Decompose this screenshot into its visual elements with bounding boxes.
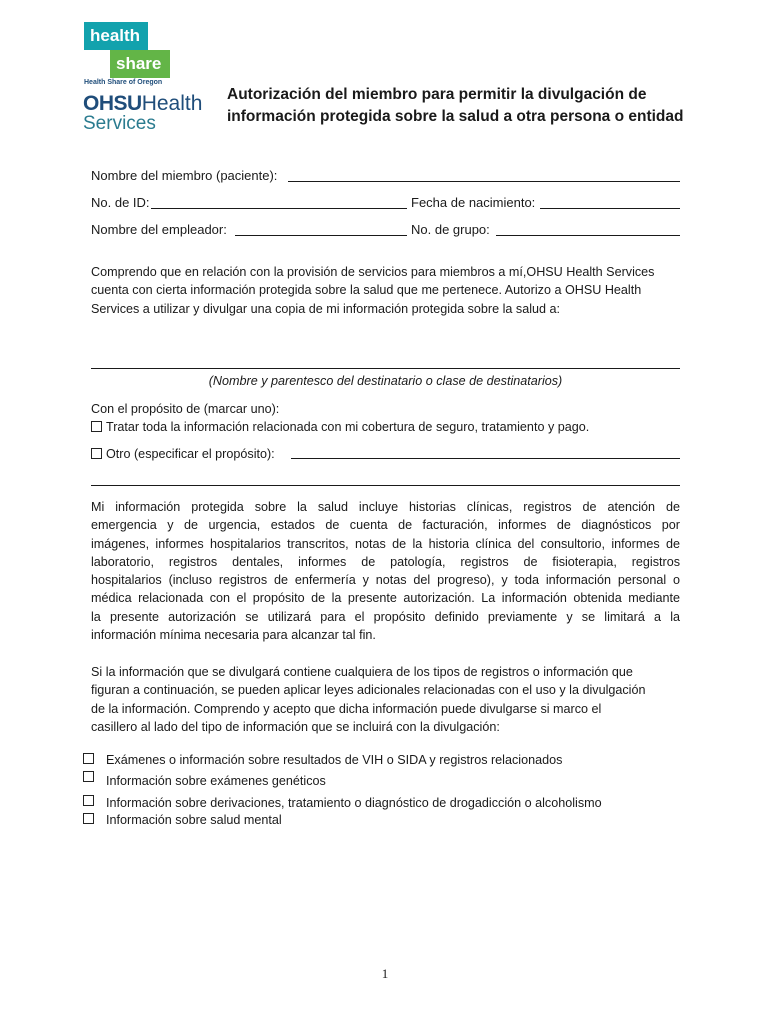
phi-line: imágenes, informes hospitalarios transcritos, notas de la historia clínica del consultorio, informes de <box>91 536 680 551</box>
phi-line: Mi información protegida sobre la salud incluye historias clínicas, registros de atención de <box>91 500 680 514</box>
purpose-label: Con el propósito de (marcar uno): <box>91 402 280 416</box>
dob-field[interactable] <box>540 208 680 209</box>
logo-share-text: share <box>110 50 170 78</box>
phi-line: la presente autorización se utilizará para el propósito definido previamente y se limitará a la <box>91 609 680 624</box>
phi-line: laboratorio, registros dentales, informes de patología, registros de fisioterapia, registros <box>91 554 680 569</box>
title-line-2: información protegida sobre la salud a otra persona o entidad <box>227 108 684 125</box>
special-item-mental-health: Información sobre salud mental <box>106 813 282 827</box>
title-line-1: Autorización del miembro para permitir la divulgación de <box>227 86 647 103</box>
purpose-option-1-label: Tratar toda la información relacionada con mi cobertura de seguro, tratamiento y pago. <box>106 420 590 434</box>
dob-label: Fecha de nacimiento: <box>411 195 536 210</box>
id-field[interactable] <box>151 208 407 209</box>
phi-line: hospitalarios (incluso registros de enfermería y notas del progreso), y toda información personal o <box>91 573 680 588</box>
page-title <box>227 84 697 128</box>
special-item-substance: Información sobre derivaciones, tratamiento o diagnóstico de drogadicción o alcoholismo <box>106 796 602 810</box>
special-line: figuran a continuación, se pueden aplicar leyes adicionales relacionadas con el uso y la divulgación <box>91 683 646 698</box>
purpose-option-1[interactable] <box>91 418 589 436</box>
phi-paragraph <box>91 498 680 644</box>
recipient-caption: (Nombre y parentesco del destinatario o clase de destinatarios) <box>208 374 563 388</box>
health-share-logo <box>84 22 170 82</box>
special-records-paragraph <box>91 663 691 736</box>
checkbox[interactable] <box>91 448 102 459</box>
phi-line: información mínima necesaria para alcanzar tal fin. <box>91 628 376 643</box>
employer-field[interactable] <box>235 235 407 236</box>
member-name-field[interactable] <box>288 181 680 182</box>
consent-line-2: cuenta con cierta información protegida sobre la salud que me pertenece. Autorizo a OHSU Health <box>91 283 642 298</box>
purpose-option-2[interactable] <box>91 445 275 463</box>
checkbox[interactable] <box>91 421 102 432</box>
special-line: casillero al lado del tipo de información que se incluirá con la divulgación: <box>91 719 500 734</box>
ohsu-health: Health <box>141 92 203 115</box>
ohsu-bold: OHSU <box>83 92 142 115</box>
employer-label: Nombre del empleador: <box>91 222 227 237</box>
purpose-option-2-label: Otro (especificar el propósito): <box>106 447 275 461</box>
ohsu-health-logo <box>83 93 202 115</box>
checkbox-genetic[interactable] <box>83 771 94 782</box>
consent-paragraph <box>91 263 691 318</box>
id-label: No. de ID: <box>91 195 150 210</box>
checkbox-mental-health[interactable] <box>83 813 94 824</box>
consent-line-3: Services a utilizar y divulgar una copia de mi información protegida sobre la salud a: <box>91 301 561 316</box>
other-purpose-field[interactable] <box>291 458 680 459</box>
checkbox-substance[interactable] <box>83 795 94 806</box>
member-name-label: Nombre del miembro (paciente): <box>91 168 278 183</box>
logo-health-text: health <box>84 22 148 50</box>
logo-tagline: Health Share of Oregon <box>84 79 163 86</box>
special-line: de la información. Comprendo y acepto que dicha información puede divulgarse si marco el <box>91 701 602 716</box>
recipient-field[interactable] <box>91 368 680 369</box>
ohsu-services: Services <box>83 113 156 134</box>
phi-line: médica relacionada con el propósito de la presente autorización. La información obtenida mediante <box>91 591 680 606</box>
other-purpose-field-2[interactable] <box>91 485 680 486</box>
checkbox-hiv[interactable] <box>83 753 94 764</box>
special-line: Si la información que se divulgará contiene cualquiera de los tipos de registros o información que <box>91 665 633 679</box>
consent-line-1: Comprendo que en relación con la provisión de servicios para miembros a mí,OHSU Health Services <box>91 265 655 279</box>
group-field[interactable] <box>496 235 680 236</box>
group-label: No. de grupo: <box>411 222 490 237</box>
page-number: 1 <box>381 966 389 981</box>
phi-line: emergencia y de urgencia, estados de cuenta de facturación, informes de diagnósticos por <box>91 518 680 533</box>
special-item-hiv: Exámenes o información sobre resultados de VIH o SIDA y registros relacionados <box>106 753 563 767</box>
special-item-genetic: Información sobre exámenes genéticos <box>106 774 326 788</box>
